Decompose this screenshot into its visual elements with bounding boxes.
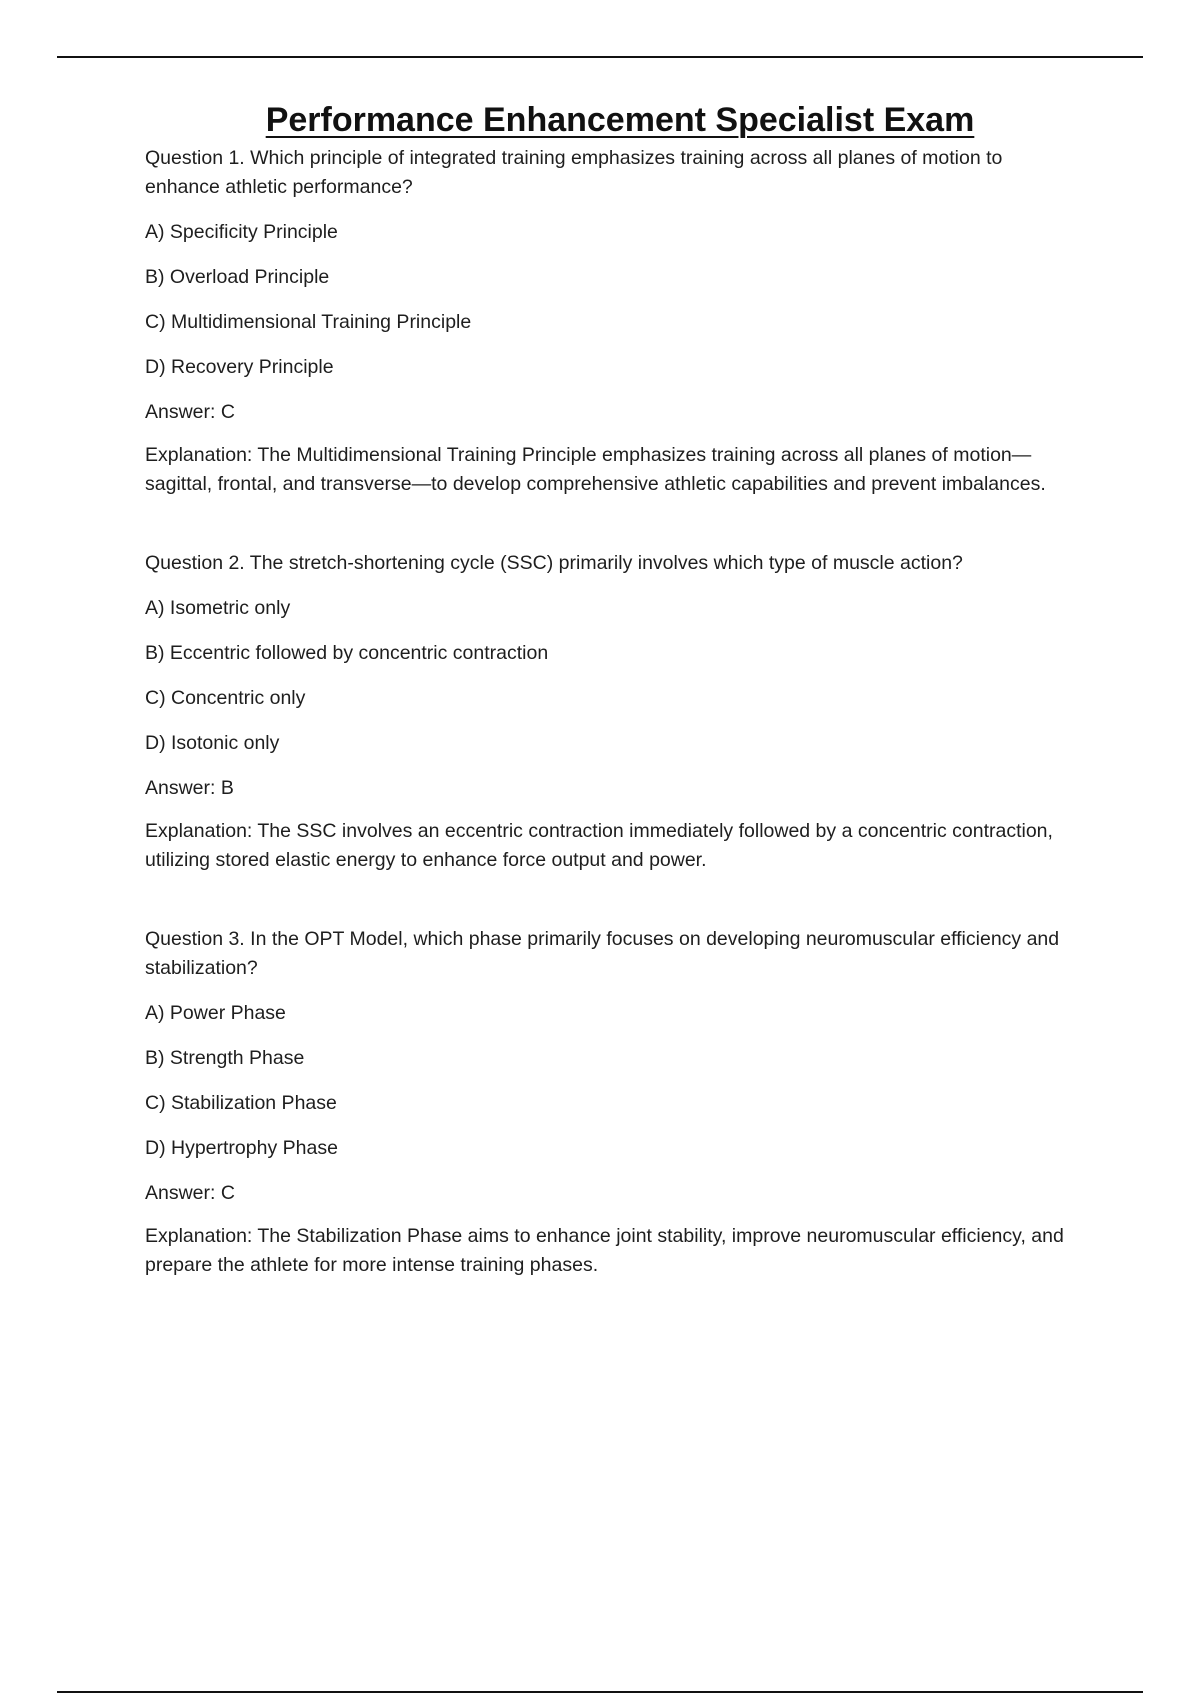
explanation: Explanation: The SSC involves an eccentric contraction immediately followed by a concentric contraction, utilizing stored elastic energy to enhance force output and power.	[145, 820, 1053, 871]
question-3	[145, 925, 1080, 1280]
option-b: B) Overload Principle	[145, 266, 330, 288]
option-c: C) Multidimensional Training Principle	[145, 311, 472, 333]
option-c: C) Stabilization Phase	[145, 1092, 337, 1114]
answer: Answer: C	[145, 401, 235, 423]
page-title: Performance Enhancement Specialist Exam	[265, 100, 975, 139]
explanation: Explanation: The Stabilization Phase aims to enhance joint stability, improve neuromuscular efficiency, and prepare the athlete for more intense training phases.	[145, 1225, 1064, 1276]
question-1	[145, 144, 1080, 499]
option-d: D) Hypertrophy Phase	[145, 1137, 338, 1159]
question-text: Question 3. In the OPT Model, which phase primarily focuses on developing neuromuscular efficiency and stabilization?	[145, 928, 1060, 979]
question-list	[145, 144, 1080, 1280]
option-c: C) Concentric only	[145, 687, 306, 709]
top-divider	[57, 56, 1143, 58]
option-b: B) Eccentric followed by concentric contraction	[145, 642, 549, 664]
option-b: B) Strength Phase	[145, 1047, 305, 1069]
answer: Answer: C	[145, 1182, 235, 1204]
option-a: A) Specificity Principle	[145, 221, 338, 243]
bottom-divider	[57, 1691, 1143, 1693]
answer: Answer: B	[145, 777, 234, 799]
question-text: Question 2. The stretch-shortening cycle (SSC) primarily involves which type of muscle action?	[145, 552, 963, 574]
option-d: D) Recovery Principle	[145, 356, 334, 378]
explanation: Explanation: The Multidimensional Training Principle emphasizes training across all planes of motion—sagittal, frontal, and transverse—to develop comprehensive athletic capabilities and prevent imbalances.	[145, 444, 1046, 495]
question-2	[145, 549, 1080, 875]
option-d: D) Isotonic only	[145, 732, 280, 754]
option-a: A) Power Phase	[145, 1002, 286, 1024]
question-text: Question 1. Which principle of integrated training emphasizes training across all planes of motion to enhance athletic performance?	[145, 147, 1003, 198]
option-a: A) Isometric only	[145, 597, 291, 619]
